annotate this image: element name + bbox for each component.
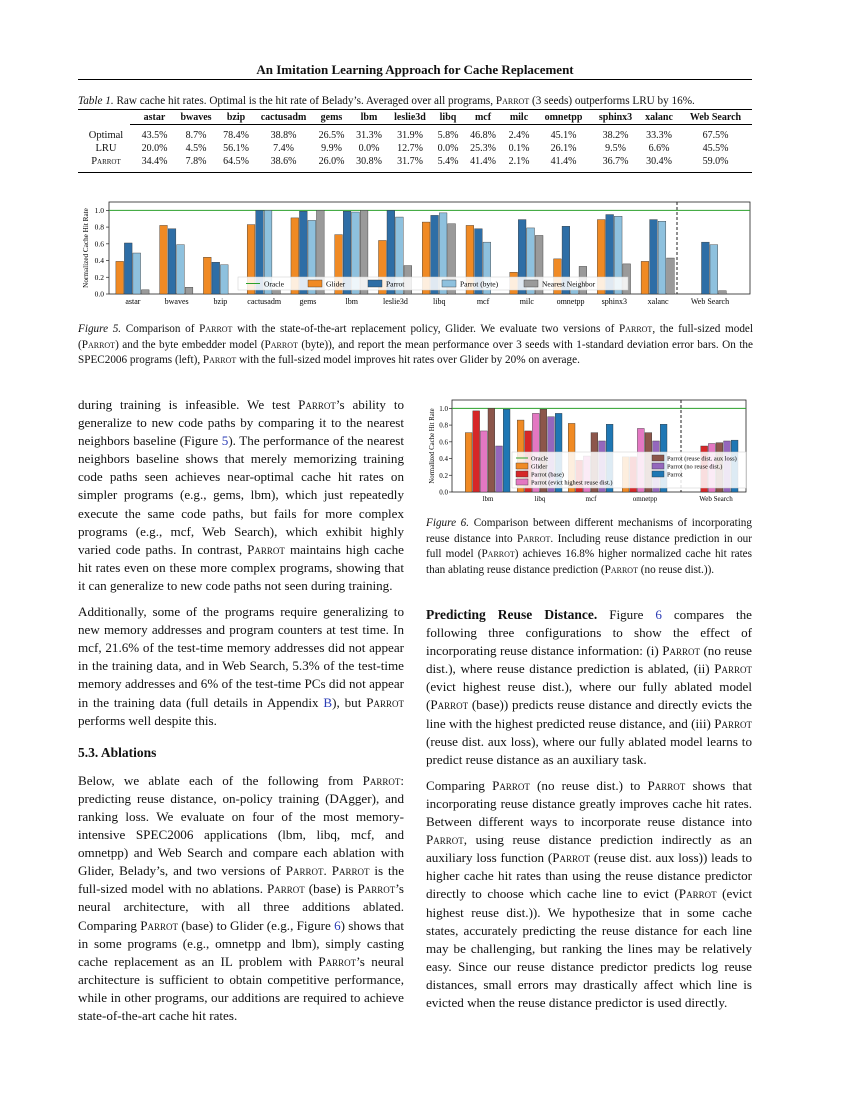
figure6-legend <box>512 452 746 488</box>
right-paragraph-1: Predicting Reuse Distance. Figure 6 compares the following three configurations to show the effect of incorporating reuse distance information: (i) Parrot (no reuse dist.), where reuse distance prediction is ablated, (ii) Parrot (evict highest reuse dist.), where our fully ablated model (Parrot (base)) predicts reuse distance and directly evicts the line with the highest predicted reuse distance, and (iii) Parrot (reuse dist. aux loss), where our fully ablated model learns to predict reuse distance as an auxiliary task. <box>426 607 752 767</box>
bar-nearest-neighbor <box>667 258 675 294</box>
table-cell: 0.0% <box>437 143 459 154</box>
table1-caption-label: Table 1. <box>78 95 114 107</box>
legend-swatch <box>524 280 538 287</box>
bar-parrot <box>702 242 710 294</box>
bar-nearest-neighbor <box>185 287 193 294</box>
table-cell: 9.9% <box>321 143 342 154</box>
bar-parrot <box>650 220 658 294</box>
table-cell: 26.5% <box>318 130 345 141</box>
bar-nearest-neighbor <box>719 291 727 294</box>
figure5-caption-label: Figure 5. <box>78 323 122 335</box>
bar-parrot--byte- <box>133 253 141 294</box>
left-paragraph-3: Below, we ablate each of the following from Parrot: predicting reuse distance, on-policy training (DAgger), and ranking loss. We evaluate on four of the most memory-intensive SPEC2006 applications (lbm, libq, mcf, and omnetpp) and Web Search and compare each ablation with Glider, Belady’s, and two versions of Parrot. Parrot is the full-sized model with no ablations. Parrot (base) is Parrot’s neural architecture, with all three additions ablated. Comparing Parrot (base) to Glider (e.g., Figure 6) shows that in some programs (e.g., omnetpp and lbm), simply casting cache replacement as an IL problem with Parrot’s neural architecture is sufficient to obtain competitive performance, while in other programs, our additions are required to achieve state-of-the-art cache hit rates. <box>78 772 405 1023</box>
legend-label: Parrot (reuse dist. aux loss) <box>667 455 737 463</box>
y-tick-label: 0.6 <box>439 438 448 447</box>
bar-parrot--byte- <box>658 221 666 294</box>
table1 <box>78 110 752 168</box>
bar-glider <box>465 433 472 492</box>
figure6-caption <box>426 516 752 578</box>
row-label: LRU <box>95 143 117 154</box>
table-body <box>78 124 752 168</box>
x-tick-label: xalanc <box>647 297 669 306</box>
header-rule <box>78 79 752 80</box>
figure5-link[interactable]: 5 <box>221 433 229 449</box>
legend-label: Nearest Neighbor <box>542 279 596 289</box>
x-tick-label: libq <box>534 495 546 503</box>
right-paragraph-2: Comparing Parrot (no reuse dist.) to Parrot shows that incorporating reuse distance greatly improves cache hit rates. Between different ways to incorporate reuse distance into Parrot, using reuse distance prediction indirectly as an auxiliary loss function (Parrot (reuse dist. aux loss)) leads to higher cache hit rates than using the reuse distance predictor directly to choose which cache line to evict (Parrot (evict highest reuse dist.)). We hypothesize that in some cache states, accurately predicting the reuse distance for each line may be challenging, but ranking the lines may be relatively easy. Since our reuse distance predictor predicts log reuse distances, small errors may drastically affect which line is evicted when the reuse distance predictor is used directly. <box>426 777 752 1010</box>
x-tick-label: mcf <box>585 495 597 503</box>
left-paragraph-2: Additionally, some of the programs require generalizing to new memory addresses and program counters at test time. In mcf, 21.6% of the test-time memory addresses did not appear in the training data, and in Web Search, 5.3% of the test-time memory addresses and 6% of the test-time PCs did not appear in the training data (full details in Appendix B), but Parrot performs well despite this. <box>78 604 404 728</box>
table-cell: 45.5% <box>702 143 729 154</box>
x-tick-label: lbm <box>482 495 494 503</box>
x-tick-label: mcf <box>476 297 490 306</box>
y-tick-label: 0.2 <box>94 272 104 282</box>
x-tick-label: libq <box>433 297 446 306</box>
table-cell: 67.5% <box>702 130 729 141</box>
column-header-4: gems <box>320 111 343 123</box>
bar-glider <box>641 261 649 294</box>
y-axis-label: Normalized Cache Hit Rate <box>429 408 436 484</box>
table-cell: 6.6% <box>648 143 670 154</box>
y-tick-label: 0.4 <box>94 256 104 266</box>
x-tick-label: bwaves <box>164 297 189 306</box>
legend-swatch <box>652 471 664 477</box>
y-tick-label: 1.0 <box>439 404 448 413</box>
column-header-2: bzip <box>226 111 246 123</box>
table-cell: 38.2% <box>602 130 629 141</box>
appendix-b-link[interactable]: B <box>323 694 333 710</box>
column-header-8: mcf <box>474 111 492 123</box>
table-cell: 31.9% <box>397 130 423 141</box>
figure5-chart <box>78 196 758 312</box>
figure6-caption-label: Figure 6. <box>426 517 470 529</box>
table-cell: 7.8% <box>185 156 207 167</box>
x-tick-label: sphinx3 <box>601 297 628 306</box>
x-tick-label: milc <box>519 297 534 306</box>
table1-caption: Table 1. Raw cache hit rates. Optimal is the hit rate of Belady’s. Averaged over all programs, Parrot (3 seeds) outperforms LRU by 16%. <box>78 95 695 107</box>
bar-parrot--byte- <box>710 245 718 294</box>
row-label: Parrot <box>91 156 121 167</box>
row-label: Optimal <box>88 130 124 141</box>
table-cell: 25.3% <box>470 143 496 154</box>
y-tick-label: 0.8 <box>439 421 448 430</box>
column-header-11: sphinx3 <box>598 111 633 123</box>
legend-label: Parrot (byte) <box>460 279 499 289</box>
y-tick-label: 0.6 <box>94 239 104 249</box>
table-cell: 41.4% <box>470 156 496 167</box>
table-cell: 33.3% <box>646 130 672 141</box>
figure6-caption-text: Comparison between different mechanisms of incorporating reuse distance into Parrot. Including reuse distance prediction in our full model (Parrot) achieves 16.8% higher normalized cache hit rates than ablating reuse distance prediction (Parrot (no reuse dist.)). <box>426 517 752 576</box>
figure5-legend <box>238 277 628 290</box>
bar-parrot--byte- <box>177 245 185 294</box>
x-tick-label: gems <box>299 297 317 306</box>
column-header-0: astar <box>143 111 166 123</box>
table-cell: 78.4% <box>223 130 249 141</box>
table-cell: 31.7% <box>397 156 423 167</box>
right-column <box>426 606 752 1020</box>
table-cell: 20.0% <box>141 143 168 154</box>
table-cell: 5.8% <box>437 130 459 141</box>
table-cell: 43.5% <box>141 130 168 141</box>
table-row <box>78 124 752 142</box>
table-cell: 45.1% <box>550 130 577 141</box>
left-column <box>78 396 404 1033</box>
y-tick-label: 0.4 <box>439 455 448 464</box>
bar-parrot--evict-highest-reuse-dist-- <box>480 431 487 492</box>
table-cell: 2.1% <box>508 156 530 167</box>
table-cell: 34.4% <box>141 156 168 167</box>
bar-parrot--reuse-dist--aux-loss- <box>488 408 495 492</box>
column-header-12: xalanc <box>645 111 673 123</box>
table-cell: 38.6% <box>270 156 297 167</box>
table-cell: 8.7% <box>185 130 207 141</box>
legend-label: Parrot (no reuse dist.) <box>667 463 723 471</box>
running-title: An Imitation Learning Approach for Cache Replacement <box>256 62 574 77</box>
legend-label: Glider <box>531 463 548 471</box>
table-bottom-rule <box>78 172 752 173</box>
table-cell: 7.4% <box>273 143 294 154</box>
legend-label: Glider <box>326 279 346 289</box>
table-cell: 26.1% <box>550 143 577 154</box>
x-tick-label: lbm <box>345 297 358 306</box>
legend-swatch <box>368 280 382 287</box>
column-header-9: milc <box>509 111 529 123</box>
table-cell: 46.8% <box>470 130 496 141</box>
table-cell: 30.8% <box>356 156 382 167</box>
x-tick-label: omnetpp <box>632 495 658 503</box>
y-tick-label: 0.2 <box>439 471 448 480</box>
figure5-caption <box>78 322 753 369</box>
bar-parrot--no-reuse-dist-- <box>496 446 503 492</box>
bar-glider <box>203 257 211 294</box>
table-cell: 0.0% <box>358 143 380 154</box>
figure6-link[interactable]: 6 <box>334 917 341 933</box>
column-header-13: Web Search <box>689 111 742 123</box>
x-tick-label: astar <box>125 297 141 306</box>
legend-swatch <box>308 280 322 287</box>
legend-swatch <box>516 479 528 485</box>
reuse-distance-heading: Predicting Reuse Distance. <box>426 607 598 622</box>
figure6-chart <box>426 396 756 508</box>
legend-label: Oracle <box>264 279 284 289</box>
legend-label: Oracle <box>531 455 549 463</box>
x-tick-label: Web Search <box>699 495 733 503</box>
legend-label: Parrot <box>667 471 683 479</box>
table-cell: 30.4% <box>646 156 672 167</box>
table-header-row <box>78 110 752 124</box>
y-tick-label: 0.0 <box>94 289 104 299</box>
table-cell: 64.5% <box>223 156 249 167</box>
bar-nearest-neighbor <box>141 290 149 294</box>
results-table <box>78 110 752 168</box>
table-cell: 59.0% <box>702 156 729 167</box>
bar-glider <box>116 261 124 294</box>
table-cell: 41.4% <box>550 156 577 167</box>
legend-swatch <box>516 471 528 477</box>
bar-parrot <box>212 262 220 294</box>
y-tick-label: 1.0 <box>94 205 104 215</box>
bar-glider <box>160 225 168 294</box>
table-row <box>78 155 752 168</box>
column-header-6: leslie3d <box>394 111 426 123</box>
table-cell: 12.7% <box>397 143 423 154</box>
table-cell: 38.8% <box>270 130 297 141</box>
x-tick-label: bzip <box>213 297 228 306</box>
bar-parrot--byte- <box>220 265 228 294</box>
y-tick-label: 0.8 <box>94 222 104 232</box>
legend-label: Parrot (evict highest reuse dist.) <box>531 479 613 487</box>
figure5-caption-text: Comparison of Parrot with the state-of-the-art replacement policy, Glider. We evaluate two versions of Parrot, the full-sized model (Parrot) and the byte embedder model (Parrot (byte)), and report the mean performance over 3 seeds with 1-standard deviation error bars. On the SPEC2006 programs (left), Parrot with the full-sized model improves hit rates over Glider by 20% on average. <box>78 323 753 366</box>
section-heading-ablations: 5.3. Ablations <box>78 744 157 760</box>
legend-swatch <box>442 280 456 287</box>
table-mid-rule <box>130 124 752 125</box>
table-cell: 56.1% <box>223 143 249 154</box>
table-cell: 9.5% <box>605 143 626 154</box>
bar-parrot <box>124 243 132 294</box>
column-header-3: cactusadm <box>260 111 307 123</box>
legend-swatch <box>652 463 664 469</box>
table-cell: 2.4% <box>508 130 530 141</box>
table-cell: 26.0% <box>318 156 345 167</box>
x-tick-label: cactusadm <box>247 297 282 306</box>
legend-label: Parrot (base) <box>531 471 564 479</box>
bar-parrot <box>168 229 176 294</box>
x-tick-label: Web Search <box>690 297 730 306</box>
x-tick-label: leslie3d <box>383 297 408 306</box>
column-header-1: bwaves <box>180 111 212 123</box>
x-tick-label: omnetpp <box>556 297 585 306</box>
table-cell: 36.7% <box>602 156 629 167</box>
table-cell: 4.5% <box>185 143 207 154</box>
bar-nearest-neighbor <box>273 290 281 294</box>
table-row <box>78 142 752 155</box>
column-header-7: libq <box>439 111 457 123</box>
legend-label: Parrot <box>386 279 405 289</box>
legend-swatch <box>516 463 528 469</box>
legend-swatch <box>652 455 664 461</box>
figure6-link-right[interactable]: 6 <box>655 607 662 622</box>
y-axis-label: Normalized Cache Hit Rate <box>82 208 90 288</box>
table-cell: 5.4% <box>437 156 459 167</box>
bar-parrot--base- <box>473 411 480 492</box>
column-header-10: omnetpp <box>544 111 583 123</box>
column-header-5: lbm <box>360 111 378 123</box>
table-cell: 31.3% <box>356 130 382 141</box>
bar-parrot <box>503 409 510 492</box>
left-paragraph-1: during training is infeasible. We test Parrot’s ability to generalize to new code paths by comparing it to the nearest neighbors baseline (Figure 5). The performance of the nearest neighbors baseline shows that merely memorizing training code paths seen achieves near-optimal cache hit rates on simpler programs (e.g., gems, lbm), which just repeatedly execute the same code paths, but fails for more complex programs (e.g., mcf, Web Search), which exhibit highly varied code paths. In contrast, Parrot maintains high cache hit rates even on these more complex programs, showing that it can generalize to new code paths not seen during training. <box>78 397 404 593</box>
table-cell: 0.1% <box>508 143 530 154</box>
y-tick-label: 0.0 <box>439 488 448 497</box>
